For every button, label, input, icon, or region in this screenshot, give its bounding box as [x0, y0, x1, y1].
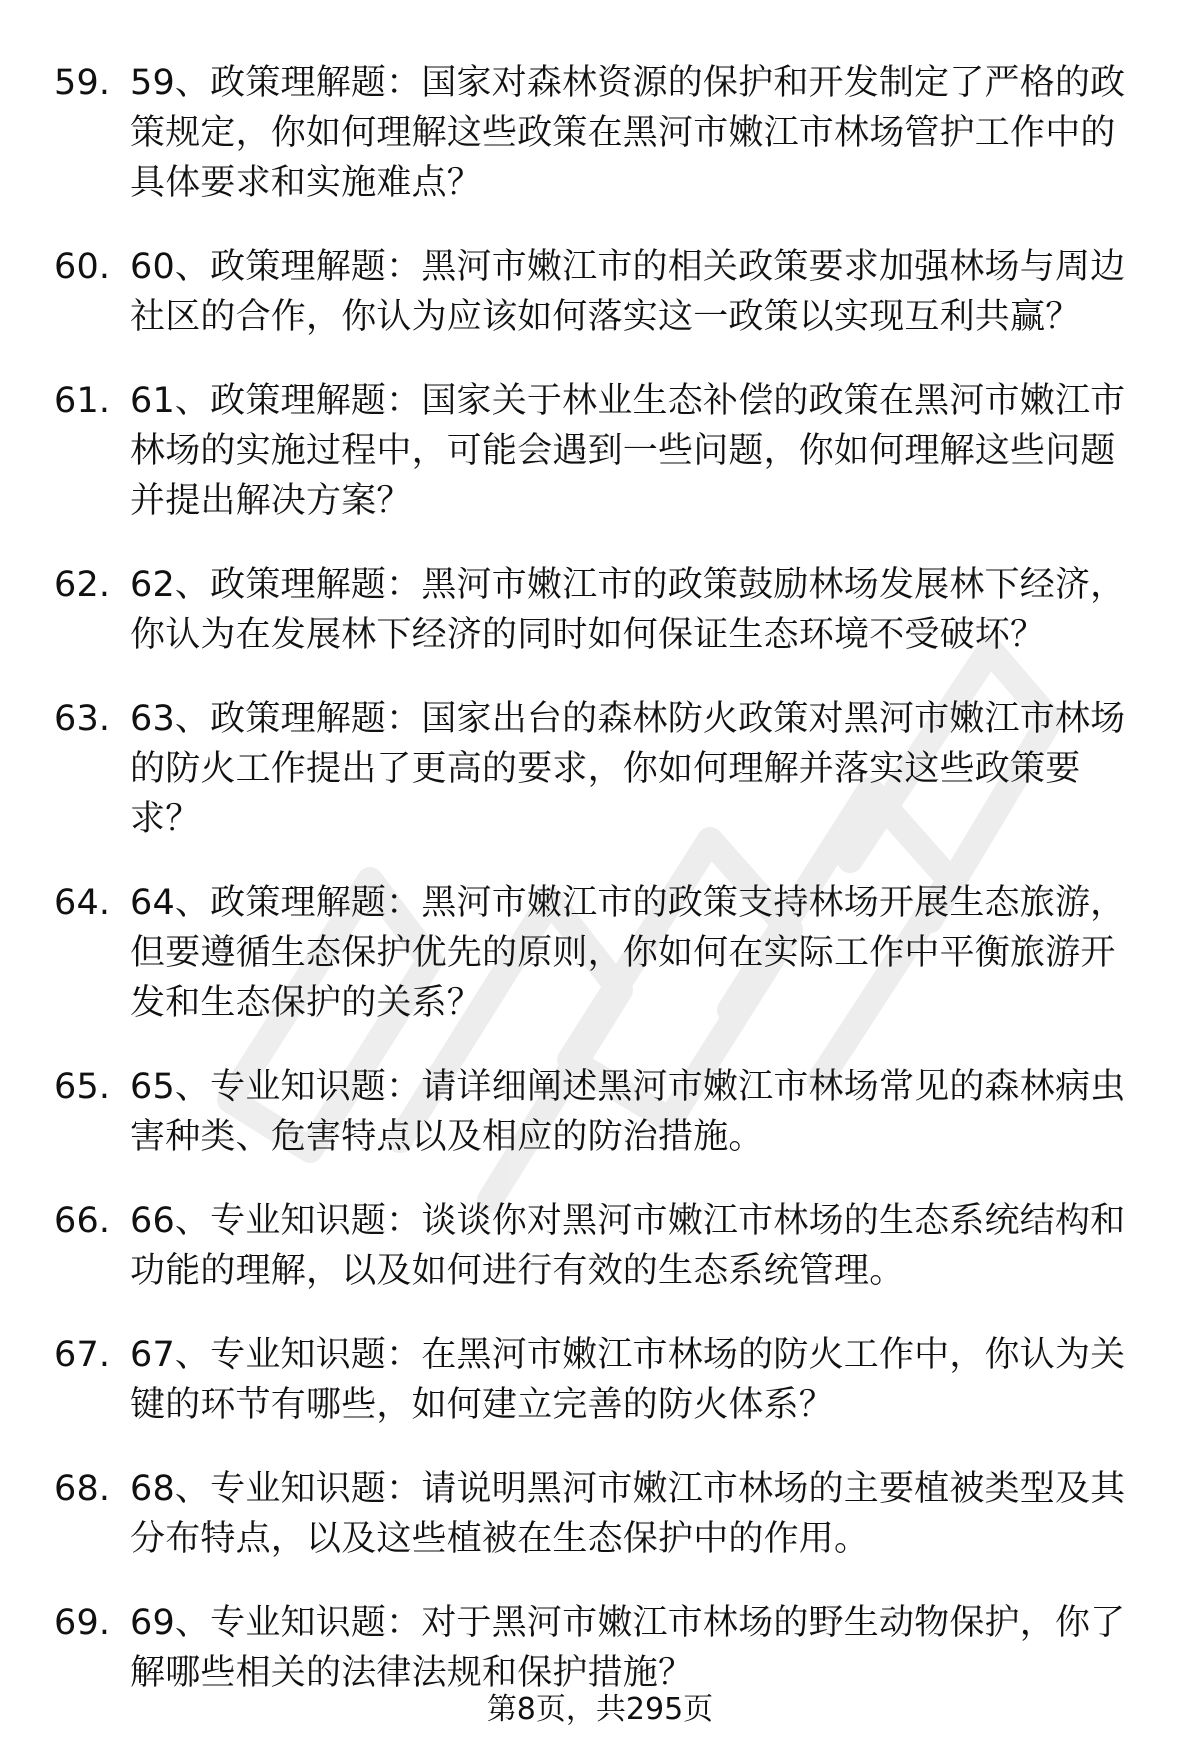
question-number: 66. — [54, 1201, 111, 1241]
question-text: 62、政策理解题：黑河市嫩江市的政策鼓励林场发展林下经济，你认为在发展林下经济的同时如何保证生态环境不受破坏？ — [130, 565, 1126, 655]
question-number: 65. — [54, 1067, 111, 1107]
question-text: 66、专业知识题：谈谈你对黑河市嫩江市林场的生态系统结构和功能的理解，以及如何进行有效的生态系统管理。 — [130, 1201, 1126, 1291]
question-text: 65、专业知识题：请详细阐述黑河市嫩江市林场常见的森林病虫害种类、危害特点以及相应的防治措施。 — [130, 1067, 1126, 1157]
list-item — [0, 1464, 1200, 1564]
list-item — [0, 878, 1200, 1028]
list-item — [0, 1330, 1200, 1430]
question-text: 59、政策理解题：国家对森林资源的保护和开发制定了严格的政策规定，你如何理解这些政策在黑河市嫩江市林场管护工作中的具体要求和实施难点？ — [130, 63, 1126, 203]
list-item — [0, 1062, 1200, 1162]
list-item — [0, 560, 1200, 660]
question-number: 60. — [54, 247, 111, 287]
list-item — [0, 242, 1200, 342]
list-item — [0, 1196, 1200, 1296]
question-text: 67、专业知识题：在黑河市嫩江市林场的防火工作中，你认为关键的环节有哪些，如何建立完善的防火体系？ — [130, 1335, 1126, 1425]
question-number: 68. — [54, 1469, 111, 1509]
question-text: 60、政策理解题：黑河市嫩江市的相关政策要求加强林场与周边社区的合作，你认为应该如何落实这一政策以实现互利共赢？ — [130, 247, 1126, 337]
question-text: 69、专业知识题：对于黑河市嫩江市林场的野生动物保护，你了解哪些相关的法律法规和保护措施？ — [130, 1603, 1126, 1693]
question-number: 64. — [54, 883, 111, 923]
question-number: 69. — [54, 1603, 111, 1643]
page-footer: 第8页，共295页 — [486, 1692, 714, 1727]
list-item — [0, 1598, 1200, 1698]
list-item — [0, 58, 1200, 208]
question-number: 61. — [54, 381, 111, 421]
question-text: 61、政策理解题：国家关于林业生态补偿的政策在黑河市嫩江市林场的实施过程中，可能会遇到一些问题，你如何理解这些问题并提出解决方案？ — [130, 381, 1126, 521]
question-text: 63、政策理解题：国家出台的森林防火政策对黑河市嫩江市林场的防火工作提出了更高的要求，你如何理解并落实这些政策要求？ — [130, 699, 1126, 839]
question-number: 67. — [54, 1335, 111, 1375]
list-item — [0, 694, 1200, 844]
question-text: 64、政策理解题：黑河市嫩江市的政策支持林场开展生态旅游，但要遵循生态保护优先的原则，你如何在实际工作中平衡旅游开发和生态保护的关系？ — [130, 883, 1126, 1023]
question-number: 59. — [54, 63, 111, 103]
list-item — [0, 376, 1200, 526]
question-number: 63. — [54, 699, 111, 739]
question-list — [0, 58, 1200, 1732]
question-number: 62. — [54, 565, 111, 605]
question-text: 68、专业知识题：请说明黑河市嫩江市林场的主要植被类型及其分布特点，以及这些植被在生态保护中的作用。 — [130, 1469, 1126, 1559]
